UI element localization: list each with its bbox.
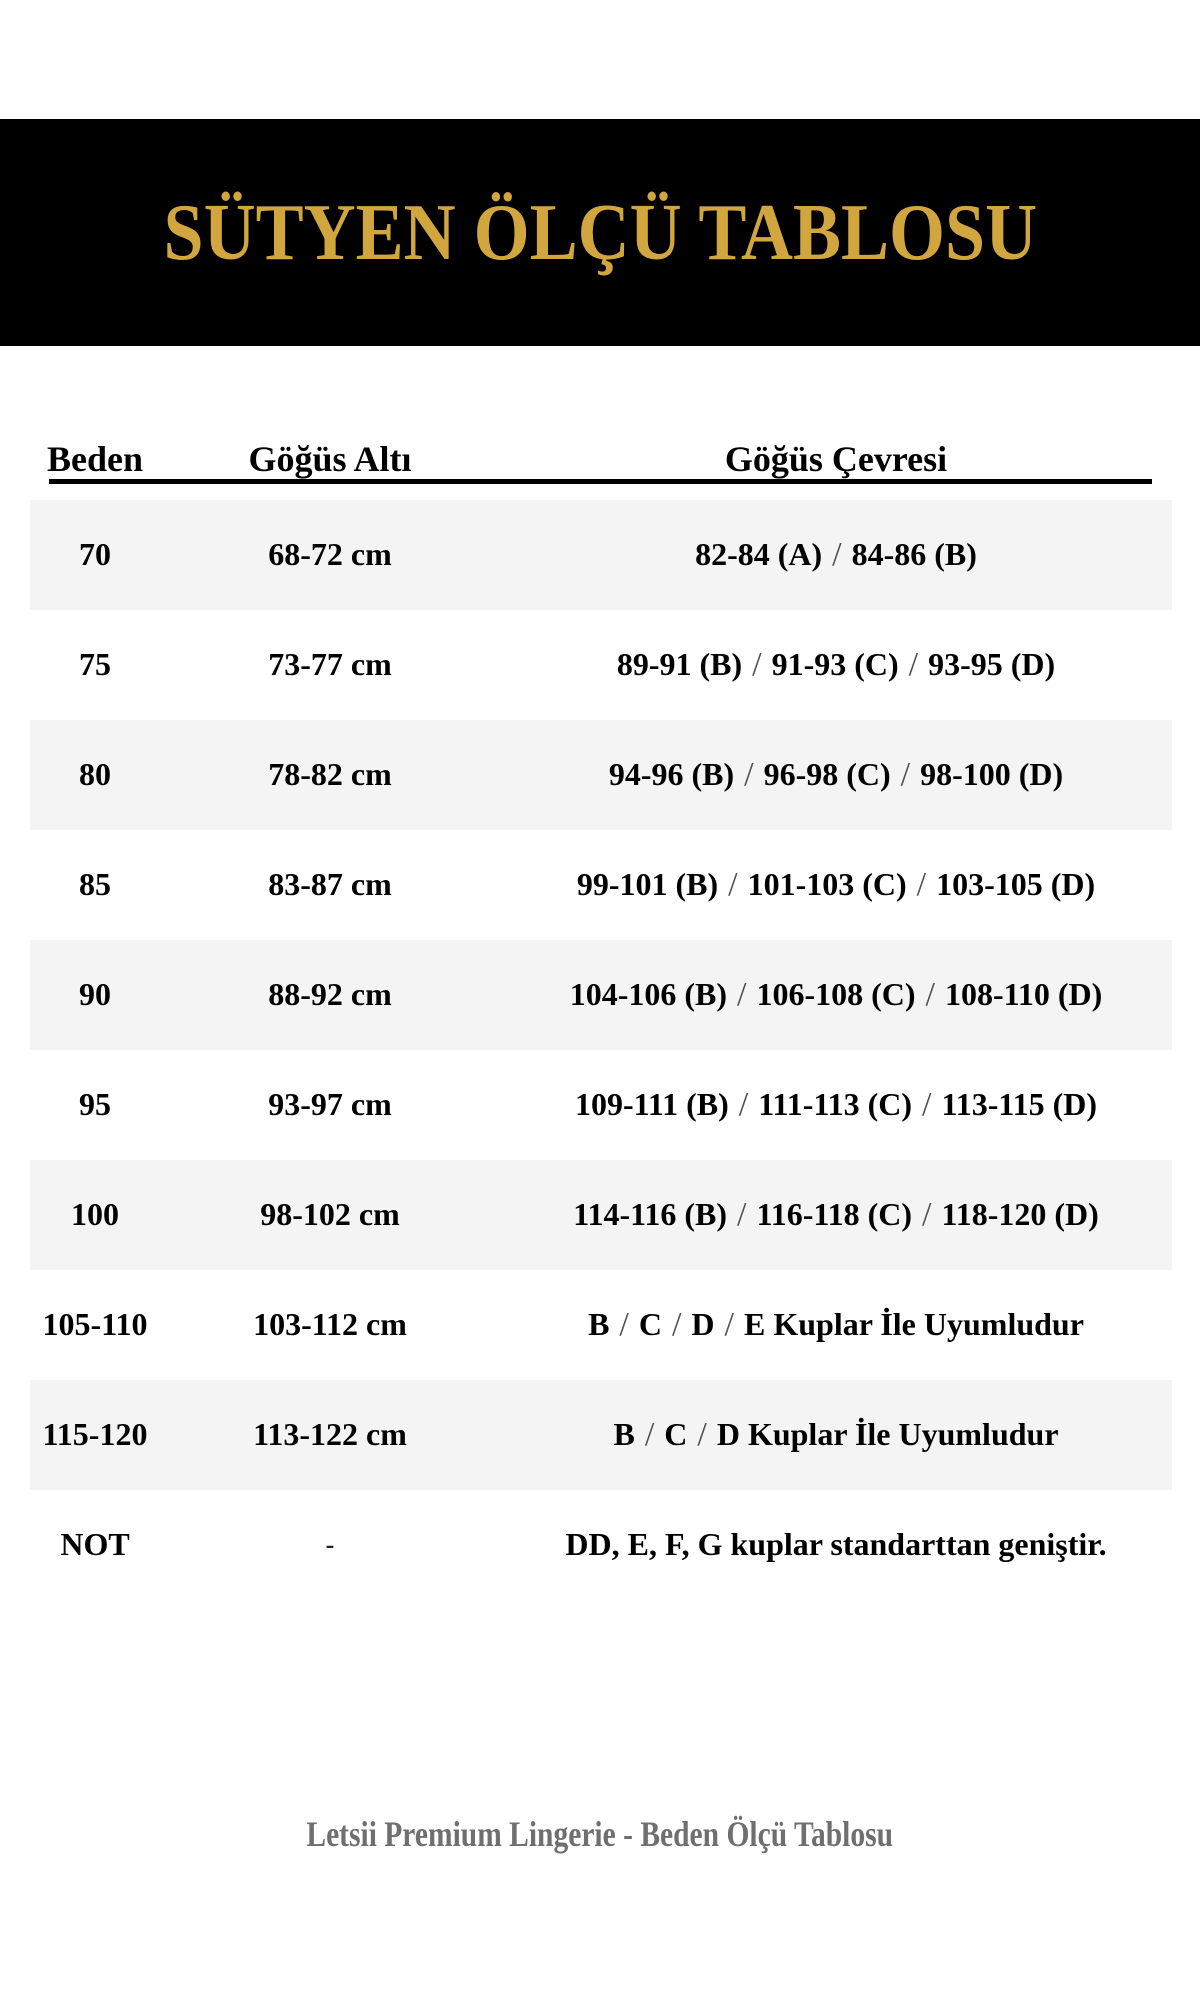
bust-range: 116-118 (C)	[756, 1196, 912, 1233]
slash-separator: /	[925, 976, 935, 1014]
cell-underbust: 103-112 cm	[253, 1306, 407, 1343]
bust-range: 118-120 (D)	[941, 1196, 1099, 1233]
column-header-beden: Beden	[46, 439, 143, 480]
bust-range: E Kuplar İle Uyumludur	[743, 1306, 1084, 1343]
bust-range: 104-106 (B)	[569, 976, 727, 1013]
bust-range: 89-91 (B)	[616, 646, 743, 683]
cell-size: 85	[79, 866, 111, 903]
bust-range: B	[613, 1416, 635, 1453]
bust-range: DD, E, F, G kuplar standarttan geniştir.	[565, 1526, 1107, 1563]
slash-separator: /	[671, 1306, 682, 1344]
cell-bust	[500, 1306, 1172, 1343]
table-row	[30, 940, 1172, 1050]
cell-bust	[500, 536, 1172, 573]
slash-separator: /	[900, 756, 911, 794]
table-row	[30, 1160, 1172, 1270]
cell-underbust: 93-97 cm	[268, 1086, 392, 1123]
footer	[0, 1815, 1200, 1855]
cell-underbust: 88-92 cm	[268, 976, 392, 1013]
bust-range: D Kuplar İle Uyumludur	[716, 1416, 1059, 1453]
cell-underbust: 113-122 cm	[253, 1416, 407, 1453]
cell-size: 105-110	[42, 1306, 148, 1343]
column-header-gogus-alti: Göğüs Altı	[248, 439, 412, 480]
bust-range: 98-100 (D)	[920, 756, 1064, 793]
cell-underbust: 73-77 cm	[268, 646, 392, 683]
cell-underbust: 83-87 cm	[268, 866, 392, 903]
cell-underbust: 68-72 cm	[268, 536, 392, 573]
cell-size: 70	[79, 536, 111, 573]
size-table	[30, 425, 1172, 1563]
slash-separator: /	[738, 1086, 749, 1124]
table-row	[30, 500, 1172, 610]
bust-range: 103-105 (D)	[936, 866, 1096, 903]
slash-separator: /	[644, 1416, 655, 1454]
table-row	[30, 610, 1172, 720]
title-banner	[0, 119, 1200, 346]
bust-range: 91-93 (C)	[771, 646, 899, 683]
bust-range: 113-115 (D)	[941, 1086, 1097, 1123]
cell-size: 75	[79, 646, 111, 683]
table-row	[30, 1270, 1172, 1380]
cell-underbust: 78-82 cm	[268, 756, 392, 793]
bust-range: C	[664, 1416, 688, 1453]
slash-separator: /	[619, 1306, 629, 1344]
bust-range: 99-101 (B)	[576, 866, 719, 903]
slash-separator: /	[697, 1416, 707, 1454]
cell-size: 95	[79, 1086, 111, 1123]
cell-size: 100	[71, 1196, 119, 1233]
bust-range: 109-111 (B)	[574, 1086, 729, 1123]
cell-size: NOT	[60, 1526, 130, 1563]
cell-bust	[500, 646, 1172, 683]
bust-range: 93-95 (D)	[928, 646, 1056, 683]
slash-separator: /	[724, 1306, 734, 1344]
cell-bust	[500, 976, 1172, 1013]
footer-caption: Letsii Premium Lingerie - Beden Ölçü Tablosu	[306, 1814, 894, 1854]
table-row	[30, 720, 1172, 830]
bust-range: B	[588, 1306, 610, 1343]
cell-underbust: 98-102 cm	[260, 1196, 400, 1233]
bust-range: 82-84 (A)	[695, 536, 823, 573]
bust-range: 96-98 (C)	[763, 756, 891, 793]
cell-bust	[500, 1086, 1172, 1123]
cell-size: 115-120	[42, 1416, 148, 1453]
table-row	[30, 1380, 1172, 1490]
page-title: SÜTYEN ÖLÇÜ TABLOSU	[163, 188, 1037, 277]
cell-bust	[500, 1196, 1172, 1233]
slash-separator: /	[728, 866, 738, 904]
bust-range: D	[691, 1306, 715, 1343]
slash-separator: /	[744, 756, 754, 794]
slash-separator: /	[737, 976, 747, 1014]
table-row	[30, 1050, 1172, 1160]
column-header-gogus-cevresi: Göğüs Çevresi	[724, 439, 948, 480]
table-header-row	[30, 425, 1172, 479]
cell-bust	[500, 756, 1172, 793]
header-divider	[49, 479, 1152, 484]
slash-separator: /	[908, 646, 919, 684]
bust-range: 111-113 (C)	[758, 1086, 912, 1123]
cell-size: 80	[79, 756, 111, 793]
slash-separator: /	[832, 536, 842, 574]
bust-range: 84-86 (B)	[851, 536, 977, 573]
slash-separator: /	[752, 646, 762, 684]
bust-range: 94-96 (B)	[608, 756, 735, 793]
table-body	[30, 500, 1172, 1600]
table-row	[30, 830, 1172, 940]
slash-separator: /	[916, 866, 927, 904]
bust-range: 101-103 (C)	[747, 866, 907, 903]
cell-bust	[500, 1416, 1172, 1453]
bust-range: 114-116 (B)	[573, 1196, 727, 1233]
slash-separator: /	[922, 1086, 932, 1124]
table-row	[30, 1490, 1172, 1600]
bust-range: C	[638, 1306, 662, 1343]
slash-separator: /	[922, 1196, 932, 1234]
slash-separator: /	[737, 1196, 747, 1234]
cell-bust	[500, 866, 1172, 903]
bust-range: 106-108 (C)	[756, 976, 916, 1013]
cell-underbust: -	[325, 1529, 335, 1559]
cell-size: 90	[79, 976, 111, 1013]
cell-bust	[500, 1527, 1172, 1562]
bust-range: 108-110 (D)	[944, 976, 1103, 1013]
